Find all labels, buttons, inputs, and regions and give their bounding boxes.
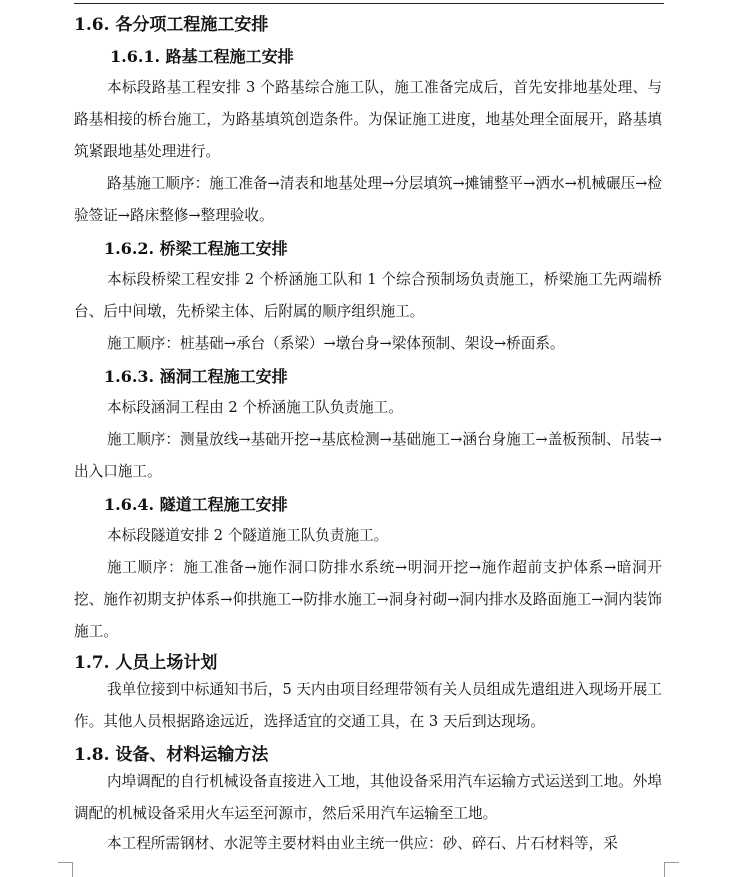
heading-1-8: 1.8. 设备、材料运输方法 <box>74 745 269 765</box>
paragraph-equipment-transport: 内埠调配的自行机械设备直接进入工地，其他设备采用汽车运输方式运送到工地。外埠调配的机械设备采用火车运至河源市，然后采用汽车运输至工地。 <box>74 773 662 822</box>
heading-1-6-2: 1.6.2. 桥梁工程施工安排 <box>104 239 288 258</box>
paragraph-tunnel-arrangement: 本标段隧道安排 2 个隧道施工队负责施工。 <box>107 527 389 544</box>
heading-1-6-4: 1.6.4. 隧道工程施工安排 <box>104 495 288 514</box>
heading-1-7: 1.7. 人员上场计划 <box>74 653 218 673</box>
paragraph-culvert-sequence: 施工顺序：测量放线→基础开挖→基底检测→基础施工→涵台身施工→盖板预制、吊装→出入口施工。 <box>74 431 662 480</box>
heading-1-6-3: 1.6.3. 涵洞工程施工安排 <box>104 367 288 386</box>
heading-1-6: 1.6. 各分项工程施工安排 <box>74 15 269 35</box>
margin-corner-mark-left <box>58 862 73 877</box>
paragraph-roadbed-arrangement: 本标段路基工程安排 3 个路基综合施工队，施工准备完成后，首先安排地基处理、与路基相接的桥台施工，为路基填筑创造条件。为保证施工进度，地基处理全面展开，路基填筑紧跟地基处理进行。 <box>74 79 662 160</box>
paragraph-roadbed-sequence: 路基施工顺序：施工准备→清表和地基处理→分层填筑→摊铺整平→洒水→机械碾压→检验签证→路床整修→整理验收。 <box>74 175 662 224</box>
margin-corner-mark-right <box>664 862 679 877</box>
paragraph-bridge-sequence: 施工顺序：桩基础→承台（系梁）→墩台身→梁体预制、架设→桥面系。 <box>107 335 565 352</box>
paragraph-tunnel-sequence: 施工顺序：施工准备→施作洞口防排水系统→明洞开挖→施作超前支护体系→暗洞开挖、施作初期支护体系→仰拱施工→防排水施工→洞身衬砌→洞内排水及路面施工→洞内装饰施工。 <box>74 559 662 640</box>
paragraph-bridge-arrangement: 本标段桥梁工程安排 2 个桥涵施工队和 1 个综合预制场负责施工，桥梁施工先两端桥台、后中间墩，先桥梁主体、后附属的顺序组织施工。 <box>74 271 662 320</box>
page-top-border <box>74 3 664 4</box>
paragraph-culvert-arrangement: 本标段涵洞工程由 2 个桥涵施工队负责施工。 <box>107 399 403 416</box>
paragraph-materials-supply: 本工程所需钢材、水泥等主要材料由业主统一供应：砂、碎石、片石材料等，采 <box>107 835 618 852</box>
heading-1-6-1: 1.6.1. 路基工程施工安排 <box>110 47 294 66</box>
paragraph-personnel-plan: 我单位接到中标通知书后，5 天内由项目经理带领有关人员组成先遣组进入现场开展工作。其他人员根据路途远近，选择适宜的交通工具，在 3 天后到达现场。 <box>74 681 662 730</box>
